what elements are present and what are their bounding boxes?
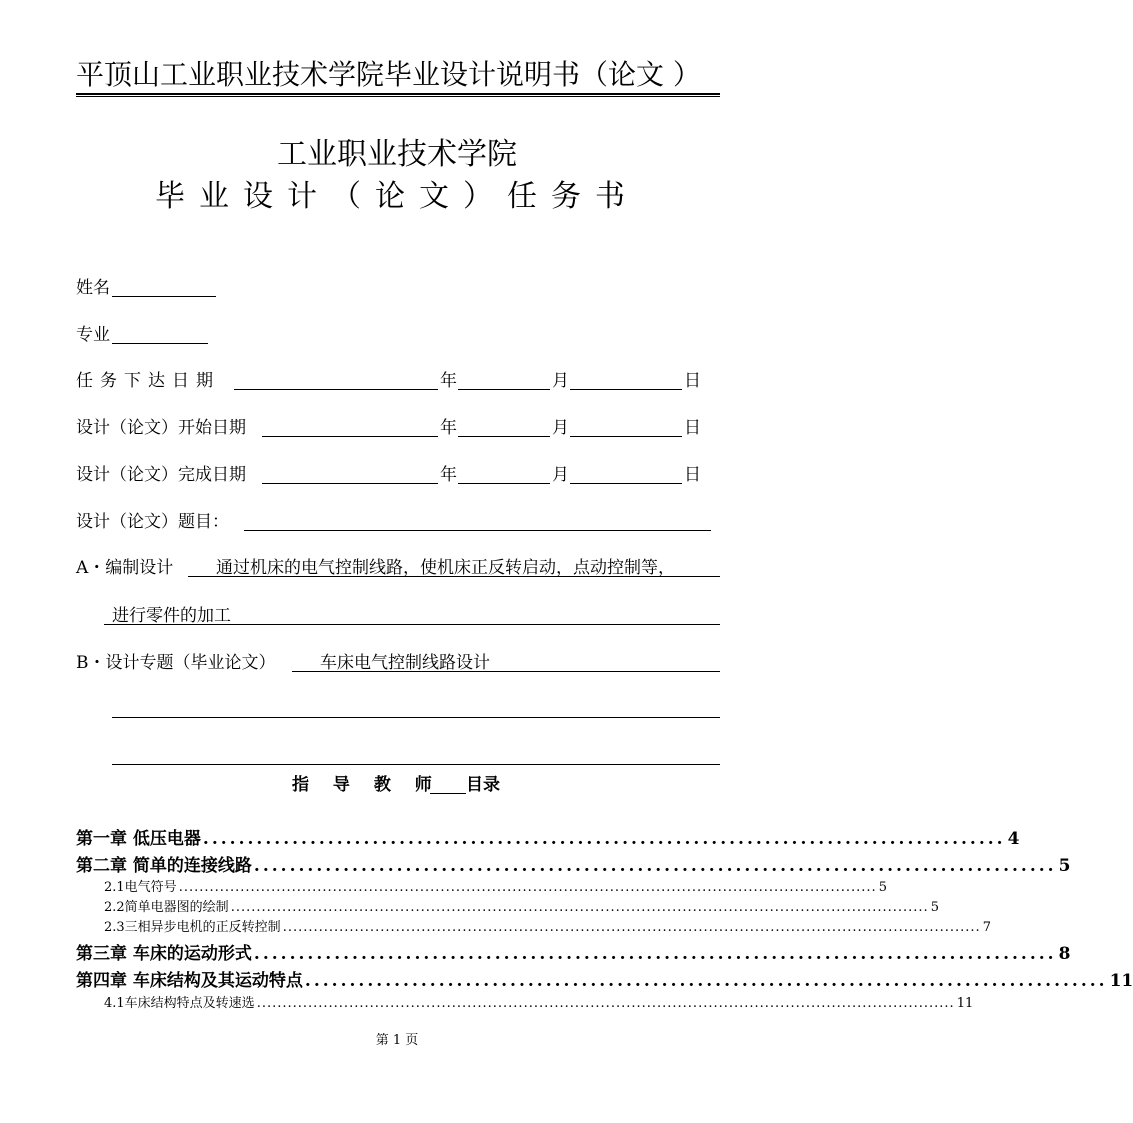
toc-leader-dots: ..........................................................................................: [253, 944, 1057, 964]
toc-entry-page: 11: [1109, 971, 1133, 991]
start-month-line[interactable]: [458, 436, 550, 437]
issue-month-unit: 月: [552, 371, 569, 391]
finish-day-unit: 日: [684, 465, 701, 485]
toc-entry-page: 4: [1007, 829, 1020, 849]
toc-entry-page: 7: [982, 920, 991, 935]
toc-leader-dots: ........................................................................................................................................: [178, 880, 877, 895]
advisor-label: 指 导 教 师: [292, 775, 441, 795]
toc-leader-dots: ........................................................................................................................................: [282, 920, 981, 935]
start-year-line[interactable]: [262, 436, 438, 437]
task-book-title: 毕业设计（论文）任务书: [155, 179, 639, 214]
toc-entry[interactable]: [76, 970, 1133, 992]
issue-day-unit: 日: [684, 371, 701, 391]
document-header: 平顶山工业职业技术学院毕业设计说明书（论文 ）: [76, 58, 701, 91]
toc-entry-title: 第一章 低压电器: [76, 829, 201, 849]
toc-subentry[interactable]: [104, 879, 887, 897]
toc-leader-dots: ........................................................................................................................................: [230, 900, 929, 915]
section-a-text-1: 通过机床的电气控制线路，使机床正反转启动，点动控制等，: [216, 558, 675, 578]
finish-date-label: 设计（论文）完成日期: [76, 465, 246, 485]
topic-label: 设计（论文）题目：: [76, 512, 229, 532]
name-label: 姓名: [76, 278, 110, 298]
finish-month-unit: 月: [552, 465, 569, 485]
section-b-text: 车床电气控制线路设计: [320, 653, 490, 673]
name-field-line[interactable]: [112, 296, 216, 297]
finish-day-line[interactable]: [570, 483, 682, 484]
issue-year-line[interactable]: [234, 389, 438, 390]
toc-leader-dots: ..........................................................................................: [304, 971, 1108, 991]
toc-subentry[interactable]: [104, 919, 991, 937]
toc-entry-page: 8: [1058, 944, 1071, 964]
toc-entry-title: 2.1电气符号: [104, 880, 177, 895]
start-day-line[interactable]: [570, 436, 682, 437]
toc-entry[interactable]: [76, 943, 1071, 965]
issue-day-line[interactable]: [570, 389, 682, 390]
blank-line-2[interactable]: [112, 764, 720, 765]
header-rule-thick: [76, 93, 720, 95]
issue-date-label: 任务下达日期: [76, 371, 220, 391]
page-number: 第 1 页: [375, 1033, 419, 1048]
start-date-label: 设计（论文）开始日期: [76, 418, 246, 438]
toc-entry[interactable]: [76, 828, 1020, 850]
major-field-line[interactable]: [112, 343, 208, 344]
toc-entry[interactable]: [76, 855, 1071, 877]
toc-entry-page: 11: [956, 996, 974, 1011]
topic-field-line[interactable]: [244, 530, 711, 531]
toc-entry-page: 5: [878, 880, 887, 895]
advisor-field-line[interactable]: [430, 793, 466, 794]
blank-line-1[interactable]: [112, 717, 720, 718]
finish-year-unit: 年: [440, 465, 457, 485]
start-month-unit: 月: [552, 418, 569, 438]
header-rule-thin: [76, 96, 720, 97]
toc-subentry[interactable]: [104, 899, 939, 917]
toc-leader-dots: ..........................................................................................: [253, 856, 1057, 876]
toc-entry-title: 第四章 车床结构及其运动特点: [76, 971, 303, 991]
section-a-label: A・编制设计: [76, 558, 174, 578]
issue-year-unit: 年: [440, 371, 457, 391]
toc-title: 目录: [466, 775, 500, 795]
start-year-unit: 年: [440, 418, 457, 438]
toc-entry-title: 4.1车床结构特点及转速选: [104, 996, 255, 1011]
toc-entry-page: 5: [1058, 856, 1071, 876]
toc-entry-title: 第二章 简单的连接线路: [76, 856, 252, 876]
toc-entry-title: 第三章 车床的运动形式: [76, 944, 252, 964]
toc-entry-page: 5: [930, 900, 939, 915]
finish-month-line[interactable]: [458, 483, 550, 484]
finish-year-line[interactable]: [262, 483, 438, 484]
toc-leader-dots: ..........................................................................................: [202, 829, 1006, 849]
toc-entry-title: 2.2简单电器图的绘制: [104, 900, 229, 915]
start-day-unit: 日: [684, 418, 701, 438]
toc-leader-dots: ........................................................................................................................................: [256, 996, 955, 1011]
major-label: 专业: [76, 325, 110, 345]
school-title: 工业职业技术学院: [277, 137, 517, 172]
section-b-label: B・设计专题（毕业论文）: [76, 653, 276, 673]
issue-month-line[interactable]: [458, 389, 550, 390]
toc-entry-title: 2.3三相异步电机的正反转控制: [104, 920, 281, 935]
section-a-text-2: 进行零件的加工: [112, 606, 231, 626]
toc-subentry[interactable]: [104, 995, 974, 1013]
